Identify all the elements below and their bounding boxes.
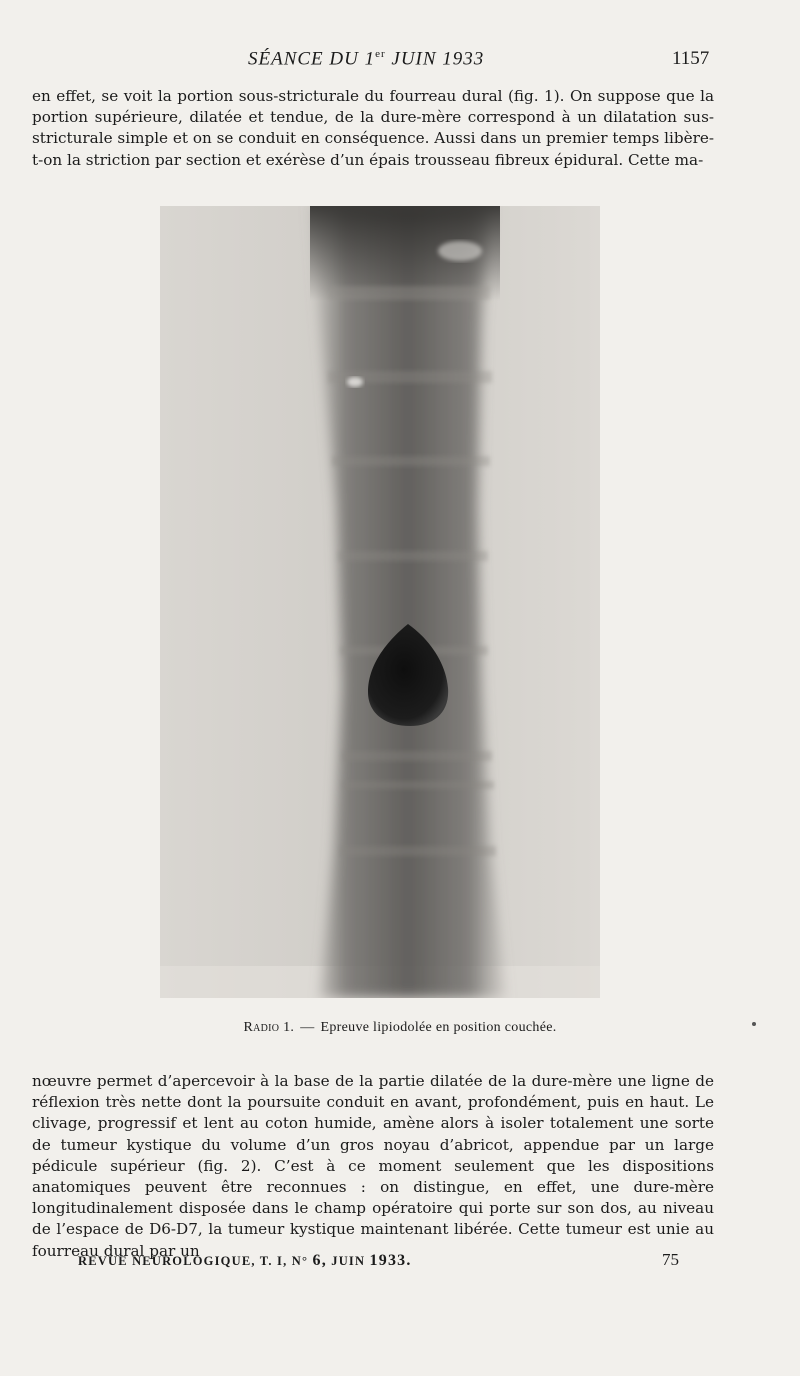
- xray-figure: [160, 206, 600, 998]
- page-number: 1157: [672, 48, 710, 69]
- issue-year: 1933.: [369, 1252, 412, 1269]
- running-head-superscript: er: [375, 48, 386, 60]
- folio-number: 75: [662, 1250, 679, 1269]
- page-footer: [0, 1250, 800, 1274]
- issue-month: JUIN: [331, 1254, 366, 1268]
- running-head-pre: SÉANCE DU 1: [248, 48, 376, 70]
- body-paragraph-top: en effet, se voit la portion sous-stricturale du fourreau dural (fig. 1). On suppose que la portion supérieure, dilatée et tendue, de la dure-mère correspond à un dilatation sus-stricturale simple et on se conduit en conséquence. Aussi dans un premier temps libère-t-on la striction par section et exérèse d’un épais trousseau fibreux épidural. Cette ma-: [32, 87, 714, 169]
- xray-image: [160, 206, 600, 998]
- journal-name: REVUE NEUROLOGIQUE, T. I, N°: [78, 1254, 309, 1268]
- caption-label: Radio 1.: [243, 1020, 295, 1035]
- ink-speck: [752, 1022, 756, 1026]
- caption-text: Epreuve lipiodolée en position couchée.: [320, 1020, 557, 1035]
- page-header: [0, 44, 800, 74]
- running-head: [248, 48, 484, 70]
- body-paragraph-bottom: nœuvre permet d’apercevoir à la base de la partie dilatée de la dure-mère une ligne de réflexion très nette dont la poursuite conduit en avant, profondément, puis en haut. Le clivage, progressif et lent au coton humide, amène alors à isoler totalement une sorte de tumeur kystique du volume d’un gros noyau d’abricot, appendue par un large pédicule supérieur (fig. 2). C’est à ce moment seulement que les dispositions anatomiques peuvent être reconnues : on distingue, en effet, une dure-mère longitudinalement disposée dans le champ opératoire qui porte sur son dos, au niveau de l’espace de D6-D7, la tumeur kystique maintenant libérée. Cette tumeur est unie au fourreau dural par un: [32, 1072, 714, 1260]
- journal-citation: [78, 1252, 412, 1270]
- figure-caption: [0, 1020, 800, 1036]
- running-head-post: JUIN 1933: [385, 48, 485, 70]
- issue-number: 6,: [312, 1252, 327, 1269]
- caption-separator: —: [300, 1020, 315, 1035]
